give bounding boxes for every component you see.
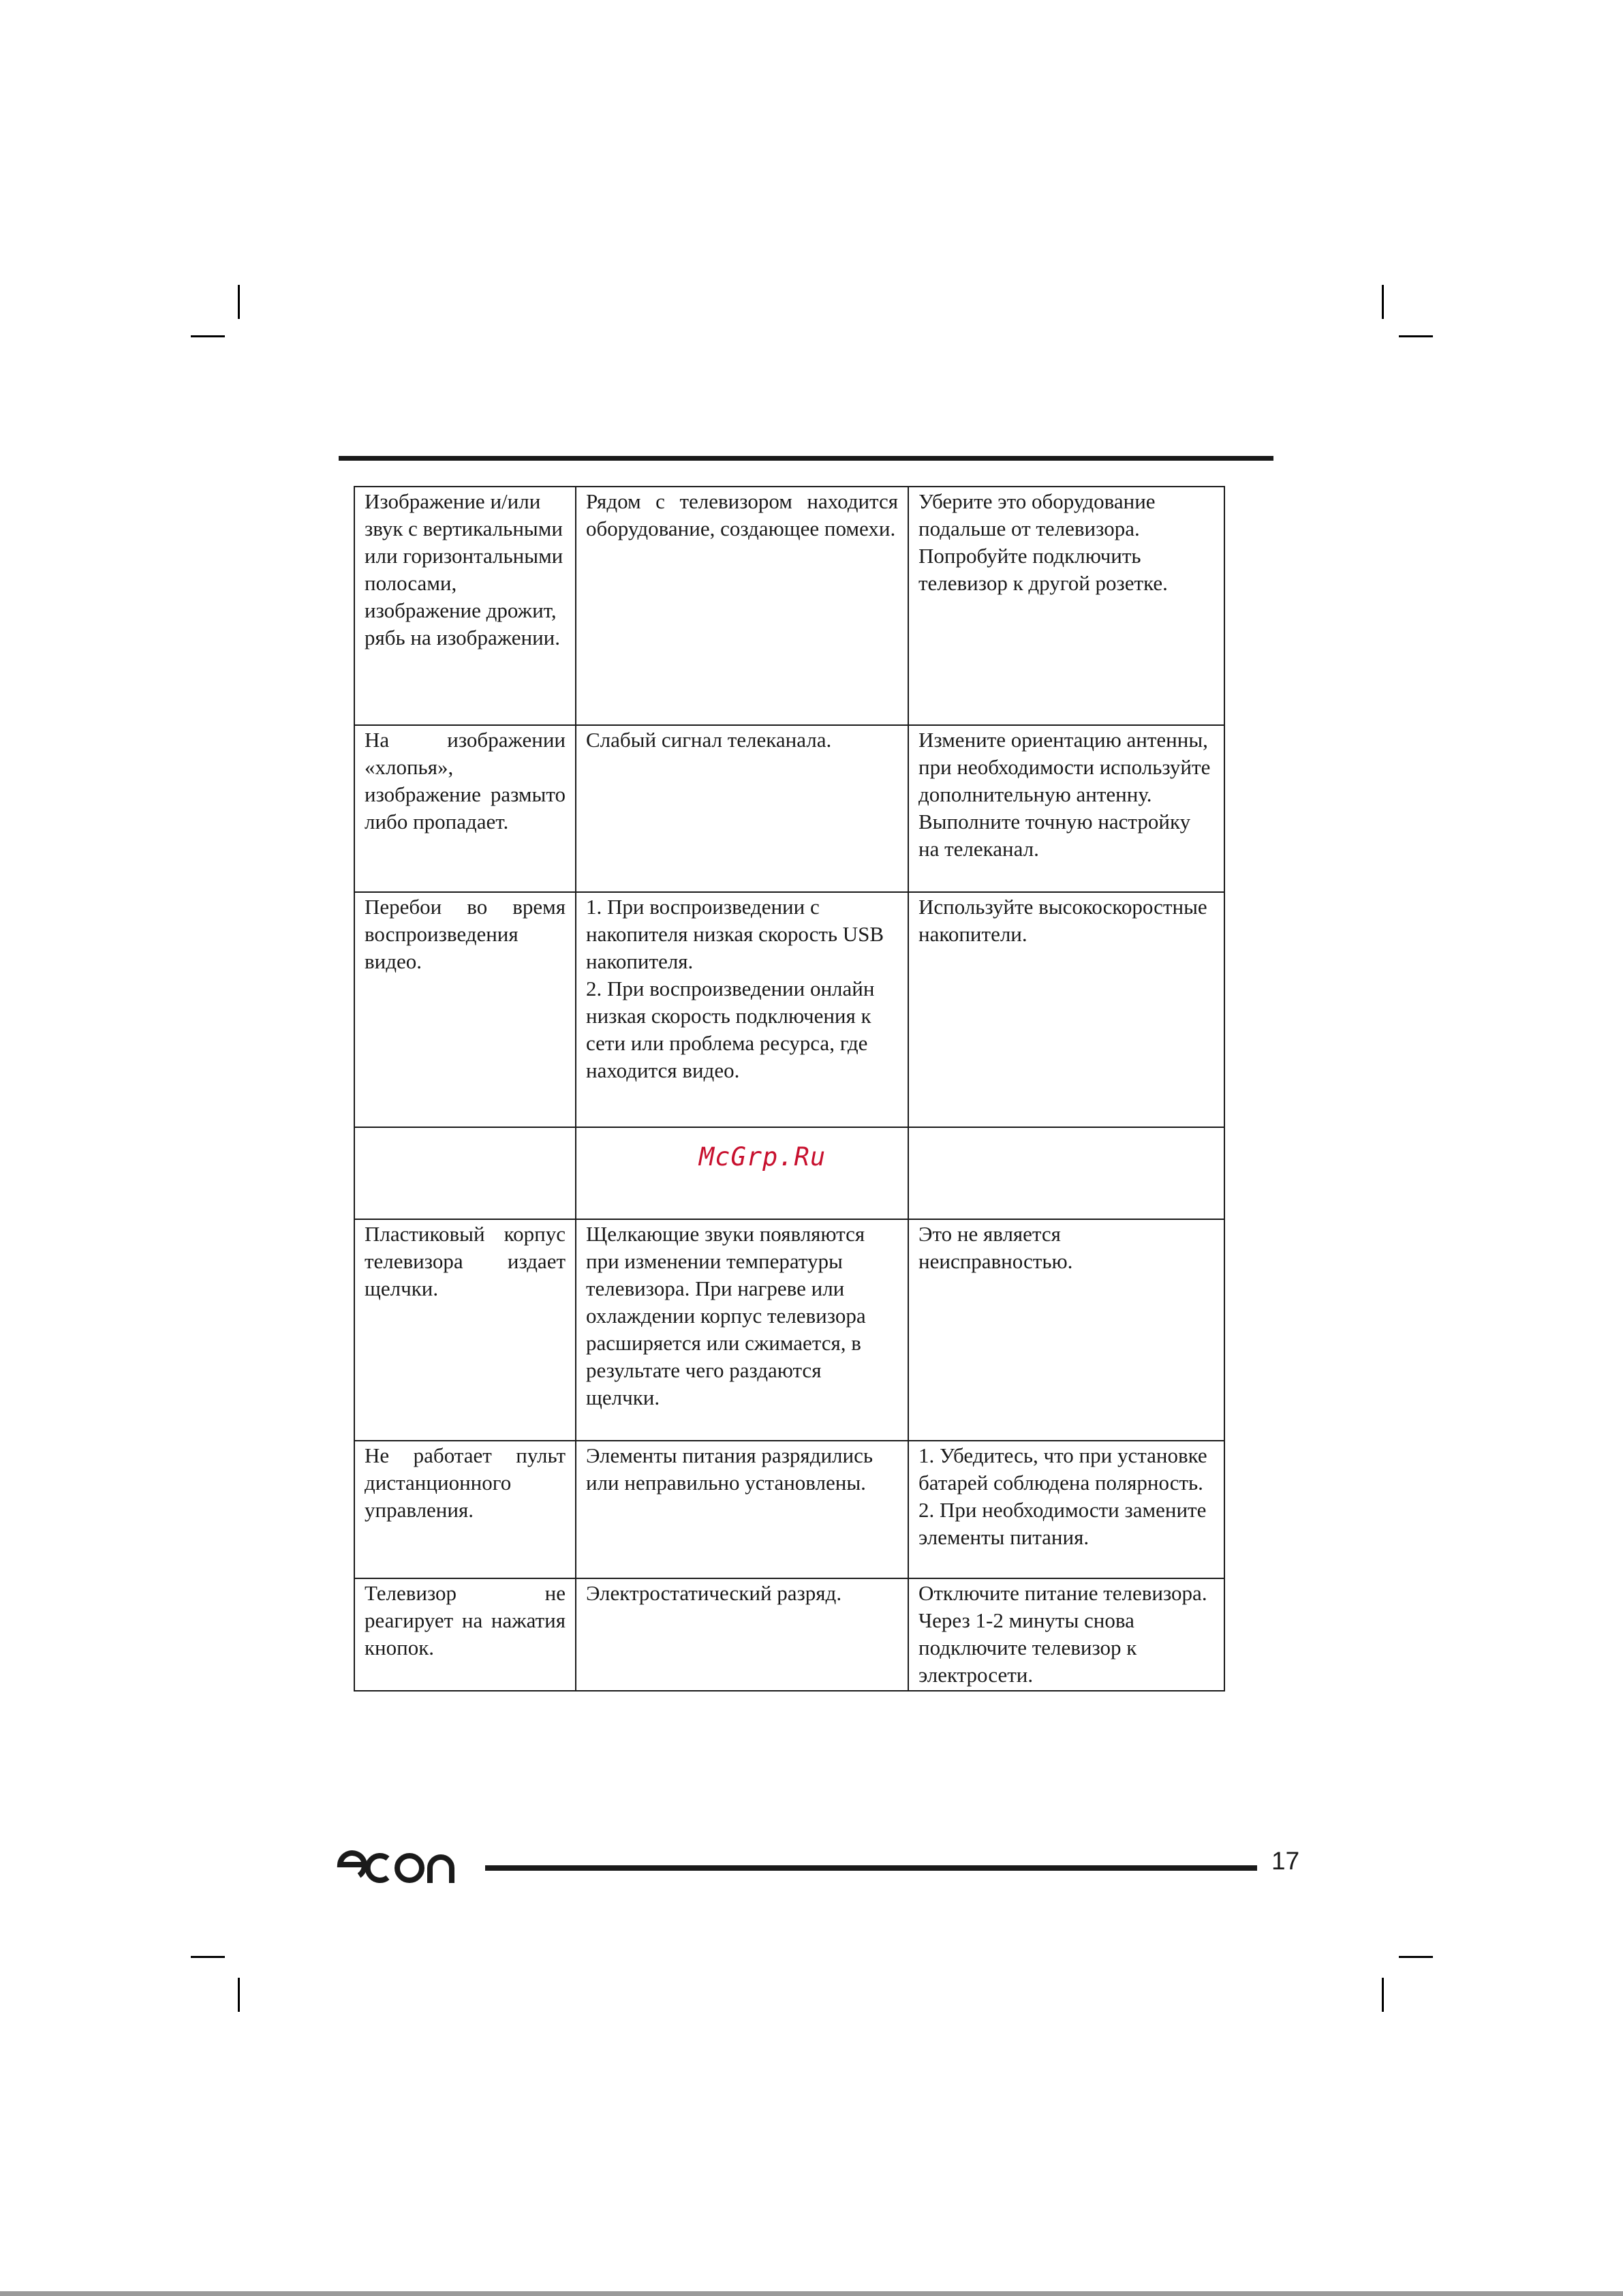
troubleshooting-table [354, 486, 1225, 1692]
problem-cell [354, 1578, 576, 1691]
table-row [354, 1578, 1224, 1691]
crop-mark-bottom-right-vertical [1382, 1978, 1384, 2012]
crop-mark-bottom-right-horizontal [1399, 1956, 1433, 1958]
cause-text: Элементы питания разрядились или неправильно установлены. [586, 1443, 874, 1495]
crop-mark-top-left-horizontal [191, 335, 225, 337]
solution-cell [908, 725, 1224, 892]
crop-mark-bottom-left-vertical [238, 1978, 240, 2012]
page-number: 17 [1271, 1847, 1300, 1875]
cause-text: Рядом с телевизором находится оборудование, создающее помехи. [586, 489, 898, 540]
problem-text: Перебои во время воспроизведения видео. [365, 895, 566, 973]
cause-cell [576, 1441, 908, 1578]
cause-cell [576, 892, 908, 1127]
cause-cell [576, 1578, 908, 1691]
problem-cell [354, 1219, 576, 1441]
cause-text: Слабый сигнал телеканала. [586, 728, 832, 752]
crop-mark-top-right-vertical [1382, 285, 1384, 319]
solution-cell [908, 892, 1224, 1127]
solution-text: Отключите питание телевизора. Через 1-2 минуты снова подключите телевизор к электросети. [918, 1581, 1207, 1687]
table-row [354, 487, 1224, 725]
solution-cell [908, 1127, 1224, 1219]
solution-cell [908, 487, 1224, 725]
solution-text: Уберите это оборудование подальше от телевизора. Попробуйте подключить телевизор к другой розетке. [918, 489, 1168, 595]
cause-cell [576, 1127, 908, 1219]
crop-mark-top-left-vertical [238, 285, 240, 319]
watermark: McGrp.Ru [698, 1142, 826, 1172]
problem-cell [354, 892, 576, 1127]
problem-cell [354, 1127, 576, 1219]
problem-cell [354, 725, 576, 892]
table-row [354, 1127, 1224, 1219]
solution-cell [908, 1578, 1224, 1691]
crop-mark-top-right-horizontal [1399, 335, 1433, 337]
solution-text: Это не является неисправностью. [918, 1222, 1073, 1273]
solution-text: Измените ориентацию антенны, при необходимости используйте дополнительную антенну. Выполните точную настройку на телеканал. [918, 728, 1211, 861]
cause-text: Щелкающие звуки появляются при изменении температуры телевизора. При нагреве или охлаждении корпус телевизора расширяется или сжимается, в результате чего раздаются щелчки. [586, 1222, 866, 1409]
solution-text: Используйте высокоскоростные накопители. [918, 895, 1207, 946]
problem-text: Изображение и/или звук с вертикальными или горизонтальными полосами, изображение дрожит, рябь на изображении. [365, 489, 563, 649]
scan-edge-strip [0, 2291, 1623, 2296]
cause-cell [576, 725, 908, 892]
problem-cell [354, 1441, 576, 1578]
table-row [354, 892, 1224, 1127]
problem-text: Телевизор не реагирует на нажатия кнопок. [365, 1581, 566, 1659]
cause-text: Электростатический разряд. [586, 1581, 842, 1605]
cause-cell [576, 487, 908, 725]
cause-cell [576, 1219, 908, 1441]
solution-text: 1. Убедитесь, что при установке батарей соблюдена полярность. 2. При необходимости замените элементы питания. [918, 1443, 1207, 1549]
solution-cell [908, 1219, 1224, 1441]
table-row [354, 725, 1224, 892]
problem-text: Пластиковый корпус телевизора издает щелчки. [365, 1222, 566, 1300]
table-row [354, 1441, 1224, 1578]
problem-text: На изображении «хлопья», изображение размыто либо пропадает. [365, 728, 566, 833]
econ-logo [335, 1846, 457, 1886]
problem-text: Не работает пульт дистанционного управления. [365, 1443, 566, 1522]
header-rule [339, 456, 1273, 461]
crop-mark-bottom-left-horizontal [191, 1956, 225, 1958]
cause-text: 1. При воспроизведении с накопителя низкая скорость USB накопителя. 2. При воспроизведении онлайн низкая скорость подключения к сети или проблема ресурса, где находится видео. [586, 895, 884, 1082]
table-row [354, 1219, 1224, 1441]
problem-cell [354, 487, 576, 725]
footer-rule [485, 1865, 1257, 1871]
solution-cell [908, 1441, 1224, 1578]
